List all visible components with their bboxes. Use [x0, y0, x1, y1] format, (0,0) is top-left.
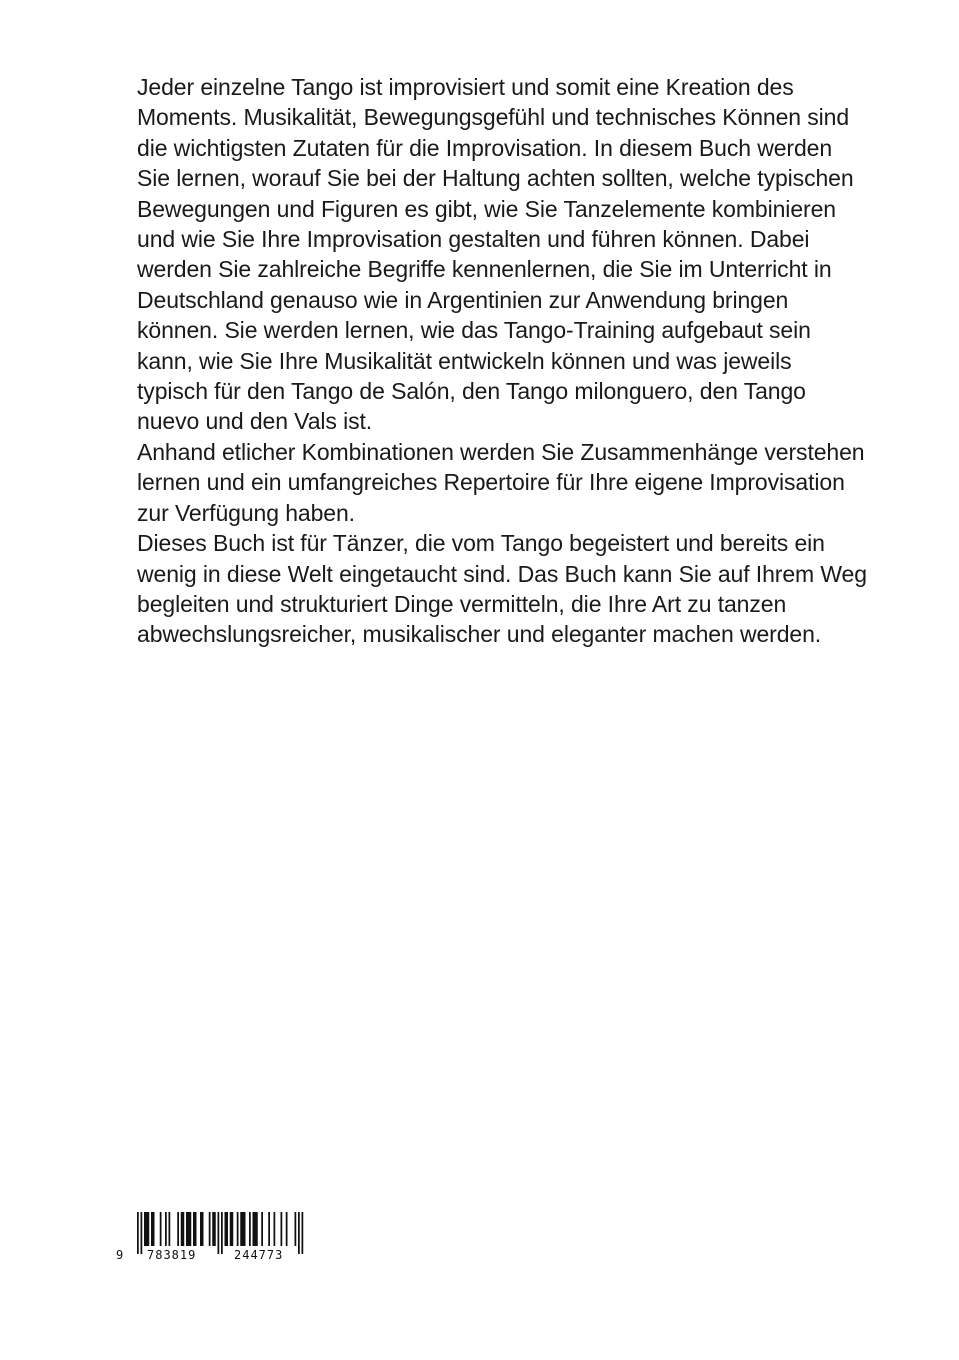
- barcode-bar: [268, 1212, 270, 1246]
- barcode-guard-bar: [298, 1212, 300, 1254]
- barcode-lead-digit: 9: [116, 1248, 125, 1262]
- barcode-left-digits: 783819: [147, 1248, 197, 1262]
- isbn-barcode: [116, 1212, 306, 1262]
- barcode-bar: [212, 1212, 216, 1246]
- blurb-paragraph-1: Jeder einzelne Tango ist improvisiert und somit eine Kreation des Moments. Musikalität, Bewegungsgefühl und technisches Können sind die wichtigsten Zutaten für die Improvisation. In diesem Buch werden Sie lernen, worauf Sie bei der Haltung achten sollten, welche typischen Bewegungen und Figuren es gibt, wie Sie Tanzelemente kombinieren und wie Sie Ihre Improvisation gestalten und führen können. Dabei werden Sie zahlreiche Begriffe kennenlernen, die Sie im Unterricht in Deutschland genauso wie in Argentinien zur Anwendung bringen können. Sie werden lernen, wie das Tango-Training aufgebaut sein kann, wie Sie Ihre Musikalität entwickeln können und was jeweils typisch für den Tango de Salón, den Tango milonguero, den Tango nuevo und den Vals ist.: [137, 74, 854, 435]
- barcode-bar: [186, 1212, 191, 1246]
- barcode-bar: [169, 1212, 171, 1246]
- barcode-bar: [209, 1212, 211, 1246]
- barcode-bar: [160, 1212, 162, 1246]
- barcode-bar: [281, 1212, 283, 1246]
- barcode-bar: [240, 1212, 245, 1246]
- barcode-guard-bar: [218, 1212, 220, 1254]
- barcode-bar: [286, 1212, 288, 1246]
- barcode-bar: [181, 1212, 185, 1246]
- back-cover-blurb: [137, 72, 867, 650]
- barcode-bar: [200, 1212, 204, 1246]
- barcode-bar: [261, 1212, 263, 1246]
- barcode-right-digits: 244773: [234, 1248, 284, 1262]
- barcode-bar: [144, 1212, 149, 1246]
- barcode-bar: [151, 1212, 155, 1246]
- blurb-paragraph-3: Dieses Buch ist für Tänzer, die vom Tango begeistert und bereits ein wenig in diese Welt eingetaucht sind. Das Buch kann Sie auf Ihrem Weg begleiten und strukturiert Dinge vermitteln, die Ihre Art zu tanzen abwechslungsreicher, musikalischer und eleganter machen werden.: [137, 530, 867, 648]
- barcode-bar: [274, 1212, 276, 1246]
- barcode-guard-bar: [221, 1212, 223, 1254]
- barcode-bar: [225, 1212, 229, 1246]
- barcode-bar: [249, 1212, 251, 1246]
- barcode-bar: [177, 1212, 179, 1246]
- barcode-bar: [253, 1212, 258, 1246]
- barcode-bar: [165, 1212, 167, 1246]
- barcode-bar: [295, 1212, 297, 1246]
- barcode-bar: [230, 1212, 234, 1246]
- barcode-guard-bar: [137, 1212, 139, 1254]
- barcode-bar: [237, 1212, 239, 1246]
- barcode-guard-bar: [302, 1212, 304, 1254]
- blurb-paragraph-2: Anhand etlicher Kombinationen werden Sie Zusammenhänge verstehen lernen und ein umfangreiches Repertoire für Ihre eigene Improvisation zur Verfügung haben.: [137, 438, 865, 526]
- barcode-bar: [193, 1212, 197, 1246]
- barcode-guard-bar: [141, 1212, 143, 1254]
